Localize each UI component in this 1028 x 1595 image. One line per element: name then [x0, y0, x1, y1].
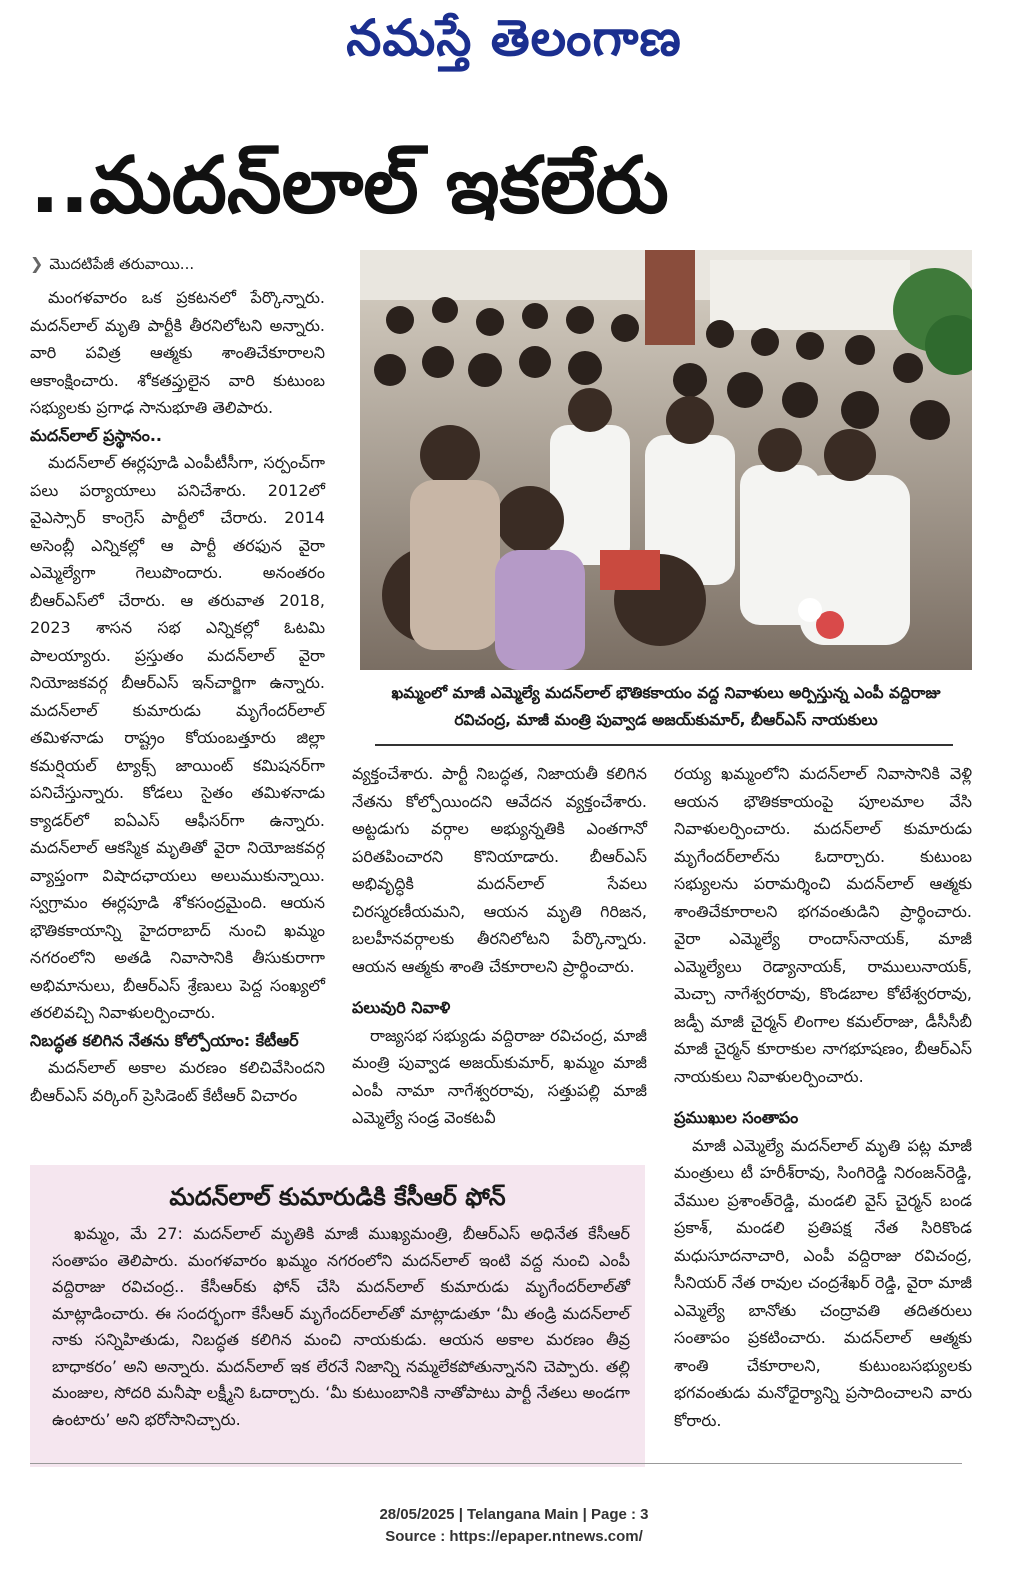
col3-paragraph-2: మాజీ ఎమ్మెల్యే మదన్‌లాల్ మృతి పట్ల మాజీ మంత్రులు టీ హరీశ్‌రావు, సింగిరెడ్డి నిరంజన్‌రెడ్డి, వేముల ప్రశాంత్‌రెడ్డి, మండలి వైస్ చైర్మన్ బండ ప్రకాశ్, మండలి ప్రతిపక్ష నేత సిరికొండ మధుసూదనాచారి, ఎంపీ వద్దిరాజు రవిచంద్ర, సీనియర్ నేత రావుల చంద్రశేఖర్ రెడ్డి, వైరా మాజీ ఎమ్మెల్యే బానోతు చంద్రావతి తదితరులు సంతాపం ప్రకటించారు. మదన్‌లాల్ ఆత్మకు శాంతి చేకూరాలని, కుటుంబసభ్యులకు భగవంతుడు మనోధైర్యాన్ని ప్రసాదించాలని వారు కోరారు. [674, 1135, 972, 1430]
column-2 [352, 760, 647, 1132]
col2-paragraph-1: వ్యక్తంచేశారు. పార్టీ నిబద్ధత, నిజాయతీ కలిగిన నేతను కోల్పోయిందని ఆవేదన వ్యక్తంచేశారు. అట్టడుగు వర్గాల అభ్యున్నతికి ఎంతగానో పరితపించారని కొనియాడారు. బీఆర్‌ఎస్ అభివృద్ధికి మదన్‌లాల్ సేవలు చిరస్మరణీయమని, ఆయన మృతి గిరిజన, బలహీనవర్గాలకు తీరనిలోటని పేర్కొన్నారు. ఆయన ఆత్మకు శాంతి చేకూరాలని ప్రార్థించారు. [352, 764, 647, 976]
box-title: మదన్‌లాల్ కుమారుడికి కేసీఆర్ ఫోన్ [169, 1183, 506, 1211]
page-footer [0, 1504, 1028, 1548]
photo-caption: ఖమ్మంలో మాజీ ఎమ్మెల్యే మదన్‌లాల్ భౌతికకాయం వద్ద నివాళులు అర్పిస్తున్న ఎంపీ వద్దిరాజు రవిచంద్ర, మాజీ మంత్రి పువ్వాడ అజయ్‌కుమార్, బీఆర్‌ఎస్ నాయకులు [391, 684, 941, 729]
col3-subheading-1: ప్రముఖుల సంతాపం [674, 1108, 799, 1127]
bottom-divider [30, 1463, 962, 1464]
col1-subheading-1: మదన్‌లాల్ ప్రస్థానం.. [30, 425, 162, 445]
news-photo [360, 250, 972, 670]
col1-subheading-2: నిబద్ధత కలిగిన నేతను కోల్పోయాం: కేటీఆర్ [30, 1030, 299, 1050]
column-1 [30, 254, 325, 1109]
col3-paragraph-1: రయ్య ఖమ్మంలోని మదన్‌లాల్ నివాసానికి వెళ్లి ఆయన భౌతికకాయంపై పూలమాల వేసి నివాళులర్పించారు. మదన్‌లాల్ కుమారుడు మృగేందర్‌లాల్‌ను ఓదార్చారు. కుటుంబ సభ్యులను పరామర్శించి మదన్‌లాల్ ఆత్మకు శాంతిచేకూరాలని భగవంతుడిని ప్రార్థించారు. వైరా ఎమ్మెల్యే రాందాస్‌నాయక్, మాజీ ఎమ్మెల్యేలు రెడ్యానాయక్, రాములునాయక్, మెచ్చా నాగేశ్వరరావు, కొండబాల కోటేశ్వరరావు, జడ్పీ మాజీ చైర్మన్ లింగాల కమల్‌రాజు, డీసీసీబీ మాజీ చైర్మన్ కూరాకుల నాగభూషణం, బీఆర్‌ఎస్ నాయకులు నివాళులర్పించారు. [674, 764, 972, 1086]
col2-paragraph-2: రాజ్యసభ సభ్యుడు వద్దిరాజు రవిచంద్ర, మాజీ మంత్రి పువ్వాడ అజయ్‌కుమార్, ఖమ్మం మాజీ ఎంపీ నామా నాగేశ్వరరావు, సత్తుపల్లి మాజీ ఎమ్మెల్యే సండ్ర వెంకటవీ [352, 1025, 647, 1127]
kcr-call-box [30, 1165, 645, 1467]
box-body: ఖమ్మం, మే 27: మదన్‌లాల్ మృతికి మాజీ ముఖ్యమంత్రి, బీఆర్‌ఎస్ అధినేత కేసీఆర్ సంతాపం తెలిపారు. మంగళవారం ఖమ్మం నగరంలోని మదన్‌లాల్ ఇంటి వద్ద నుంచి ఎంపీ వద్దిరాజు రవిచంద్ర.. కేసీఆర్‌కు ఫోన్ చేసి మదన్‌లాల్ కుమారుడు మృగేందర్‌లాల్‌తో మాట్లాడించారు. ఈ సందర్భంగా కేసీఆర్ మృగేందర్‌లాల్‌తో మాట్లాడుతూ ‘మీ తండ్రి మదన్‌లాల్ నాకు సన్నిహితుడు, నిబద్ధత కలిగిన మంచి నాయకుడు. ఆయన అకాల మరణం తీవ్ర బాధాకరం’ అని అన్నారు. మదన్‌లాల్ ఇక లేరనే నిజాన్ని నమ్మలేకపోతున్నానని చెప్పారు. తల్లి మంజుల, సోదరి మనీషా లక్ష్మీని ఓదార్చారు. ‘మీ కుటుంబానికి నాతోపాటు పార్టీ నేతలు అండగా ఉంటారు’ అని భరోసానిచ్చారు. [52, 1224, 630, 1429]
footer-date-page: 28/05/2025 | Telangana Main | Page : 3 [379, 1506, 649, 1523]
col1-paragraph-1: మంగళవారం ఒక ప్రకటనలో పేర్కొన్నారు. మదన్‌లాల్ మృతి పార్టీకి తీరనిలోటని అన్నారు. వారి పవిత్ర ఆత్మకు శాంతిచేకూరాలని ఆకాంక్షించారు. శోకతప్తులైన వారి కుటుంబ సభ్యులకు ప్రగాఢ సానుభూతి తెలిపారు. [30, 288, 325, 417]
continued-text: మొదటిపేజీ తరువాయి... [49, 255, 195, 273]
col1-paragraph-2: మదన్‌లాల్ ఈర్లపూడి ఎంపీటీసీగా, సర్పంచ్‌గా పలు పర్యాయాలు పనిచేశారు. 2012లో వైఎస్సార్ కాంగ్రెస్ పార్టీలో చేరారు. 2014 అసెంబ్లీ ఎన్నికల్లో ఆ పార్టీ తరఫున వైరా ఎమ్మెల్యేగా గెలుపొందారు. అనంతరం బీఆర్‌ఎస్‌లో చేరారు. ఆ తరువాత 2018, 2023 శాసన సభ ఎన్నికల్లో ఓటమి పాలయ్యారు. ప్రస్తుతం మదన్‌లాల్ వైరా నియోజకవర్గ బీఆర్‌ఎస్ ఇన్‌చార్జిగా ఉన్నారు. మదన్‌లాల్ కుమారుడు మృగేందర్‌లాల్ తమిళనాడు రాష్ట్రం కోయంబత్తూరు జిల్లా కమర్షియల్ ట్యాక్స్ జాయింట్ కమిషనర్‌గా పనిచేస్తున్నారు. కోడలు సైతం తమిళనాడు క్యాడర్‌లో ఐఏఎస్ ఆఫీసర్‌గా ఉన్నారు. మదన్‌లాల్ ఆకస్మిక మృతితో వైరా నియోజకవర్గ వ్యాప్తంగా విషాదఛాయలు అలుముకున్నాయి. స్వగ్రామం ఈర్లపూడి శోకసంద్రమైంది. ఆయన భౌతికకాయాన్ని హైదరాబాద్ నుంచి ఖమ్మం నగరంలోని అతడి నివాసానికి తీసుకురాగా అభిమానులు, బీఆర్‌ఎస్ శ్రేణులు పెద్ద సంఖ్యలో తరలివచ్చి నివాళులర్పించారు. [30, 453, 325, 1022]
footer-source-link[interactable]: Source : https://epaper.ntnews.com/ [385, 1528, 643, 1545]
crowd-photo-illustration [360, 250, 972, 670]
column-3 [674, 760, 972, 1434]
masthead-logo: నమస్తే తెలంగాణ [346, 8, 682, 67]
col1-paragraph-3: మదన్‌లాల్ అకాల మరణం కలిచివేసిందని బీఆర్‌ఎస్ వర్కింగ్ ప్రెసిడెంట్ కేటీఆర్ విచారం [30, 1058, 325, 1105]
continued-label[interactable] [30, 254, 325, 274]
chevron-right-icon: ❯ [30, 254, 44, 273]
col2-subheading-1: పలువురి నివాళి [352, 998, 451, 1017]
caption-divider [375, 744, 953, 746]
headline: ..మదన్‌లాల్ ఇకలేరు [30, 141, 669, 231]
